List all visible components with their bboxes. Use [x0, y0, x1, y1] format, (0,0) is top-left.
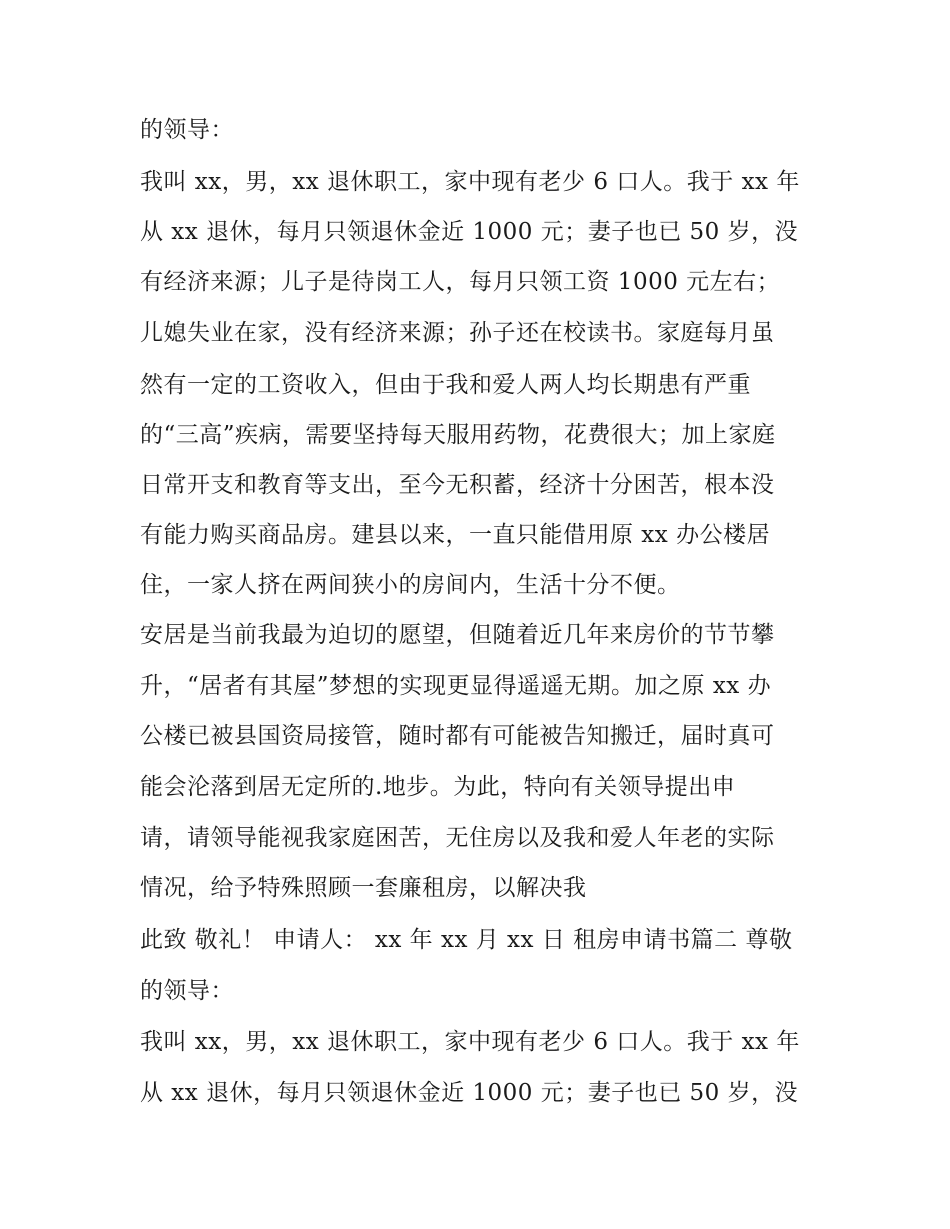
- text-line: 此致 敬礼！ 申请人： xx 年 xx 月 xx 日 租房申请书篇二 尊敬: [140, 927, 793, 953]
- text-line: 有经济来源；儿子是待岗工人，每月只领工资 1000 元左右；: [140, 269, 781, 295]
- text-line: 我叫 xx，男，xx 退休职工，家中现有老少 6 口人。我于 xx 年: [140, 1029, 800, 1055]
- text-line: 能会沦落到居无定所的.地步。为此，特向有关领导提出申: [140, 774, 736, 800]
- text-line: 有能力购买商品房。建县以来，一直只能借用原 xx 办公楼居: [140, 522, 771, 548]
- text-line: 从 xx 退休，每月只领退休金近 1000 元；妻子也已 50 岁，没: [140, 219, 799, 245]
- text-line: 从 xx 退休，每月只领退休金近 1000 元；妻子也已 50 岁，没: [140, 1080, 799, 1106]
- text-line: 情况，给予特殊照顾一套廉租房，以解决我: [140, 875, 587, 901]
- text-line: 的“三高”疾病，需要坚持每天服用药物，花费很大；加上家庭: [140, 422, 776, 448]
- text-line: 安居是当前我最为迫切的愿望，但随着近几年来房价的节节攀: [140, 622, 775, 648]
- text-line: 然有一定的工资收入，但由于我和爱人两人均长期患有严重: [140, 372, 751, 398]
- text-line: 升，“居者有其屋”梦想的实现更显得遥遥无期。加之原 xx 办: [140, 673, 772, 699]
- text-line: 日常开支和教育等支出，至今无积蓄，经济十分困苦，根本没: [140, 472, 775, 498]
- text-line: 的领导：: [140, 978, 234, 1004]
- text-line: 儿媳失业在家，没有经济来源；孙子还在校读书。家庭每月虽: [140, 320, 775, 346]
- text-line: 公楼已被县国资局接管，随时都有可能被告知搬迁，届时真可: [140, 723, 775, 749]
- text-line: 请，请领导能视我家庭困苦，无住房以及我和爱人年老的实际: [140, 825, 775, 851]
- text-line: 我叫 xx，男，xx 退休职工，家中现有老少 6 口人。我于 xx 年: [140, 169, 800, 195]
- text-line: 住，一家人挤在两间狭小的房间内，生活十分不便。: [140, 572, 681, 598]
- text-line: 的领导：: [140, 117, 234, 143]
